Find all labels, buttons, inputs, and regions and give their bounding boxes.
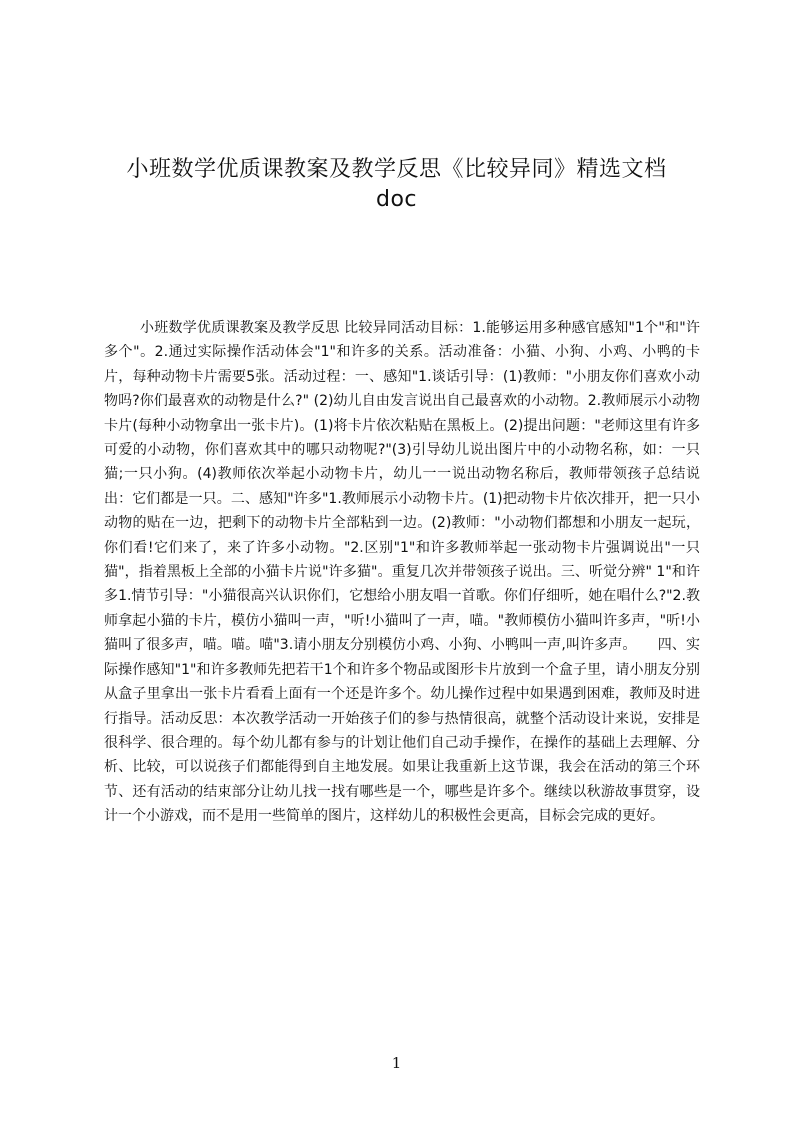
body-paragraph: 小班数学优质课教案及教学反思 比较异同活动目标：1.能够运用多种感官感知"1个"和"许多个"。2.通过实际操作活动体会"1"和许多的关系。活动准备：小猫、小狗、小鸡、小鸭的卡片，每种动物卡片需要5张。活动过程：一、感知"1.谈话引导：(1)教师："小朋友你们喜欢小动物吗?你们最喜欢的动物是什么?" (2)幼儿自由发言说出自己最喜欢的小动物。2.教师展示小动物卡片(每种小动物拿出一张卡片)。(1)将卡片依次粘贴在黑板上。(2)提出问题："老师这里有许多可爱的小动物，你们喜欢其中的哪只动物呢?"(3)引导幼儿说出图片中的小动物名称，如：一只猫;一只小狗。(4)教师依次举起小动物卡片，幼儿一一说出动物名称后，教师带领孩子总结说出：它们都是一只。二、感知"许多"1.教师展示小动物卡片。(1)把动物卡片依次排开，把一只小动物的贴在一边，把剩下的动物卡片全部粘到一边。(2)教师："小动物们都想和小朋友一起玩，你们看!它们来了，来了许多小动物。"2.区别"1"和许多教师举起一张动物卡片强调说出"一只猫"，指着黑板上全部的小猫卡片说"许多猫"。重复几次并带领孩子说出。三、听觉分辨" 1"和许多1.情节引导："小猫很高兴认识你们，它想给小朋友唱一首歌。你们仔细听，她在唱什么?"2.教师拿起小猫的卡片，模仿小猫叫一声，"听!小猫叫了一声，喵。"教师模仿小猫叫许多声，"听!小猫叫了很多声，喵。喵。喵"3.请小朋友分别模仿小鸡、小狗、小鸭叫一声,叫许多声。 四、实际操作感知"1"和许多教师先把若干1个和许多个物品或图形卡片放到一个盒子里，请小朋友分别从盒子里拿出一张卡片看看上面有一个还是许多个。幼儿操作过程中如果遇到困难，教师及时进行指导。活动反思：本次教学活动一开始孩子们的参与热情很高，就整个活动设计来说，安排是很科学、很合理的。每个幼儿都有参与的计划让他们自己动手操作，在操作的基础上去理解、分析、比较，可以说孩子们都能得到自主地发展。如果让我重新上这节课，我会在活动的第三个环节、还有活动的结束部分让幼儿找一找有哪些是一个，哪些是许多个。继续以秋游故事贯穿，设计一个小游戏，而不是用一些简单的图片，这样幼儿的积极性会更高，目标会完成的更好。	[104, 320, 700, 825]
page-number: 1	[391, 1054, 402, 1072]
title-line-2: doc	[375, 186, 418, 212]
title-line-1: 小班数学优质课教案及教学反思《比较异同》精选文档	[126, 156, 667, 182]
document-title	[80, 155, 713, 215]
